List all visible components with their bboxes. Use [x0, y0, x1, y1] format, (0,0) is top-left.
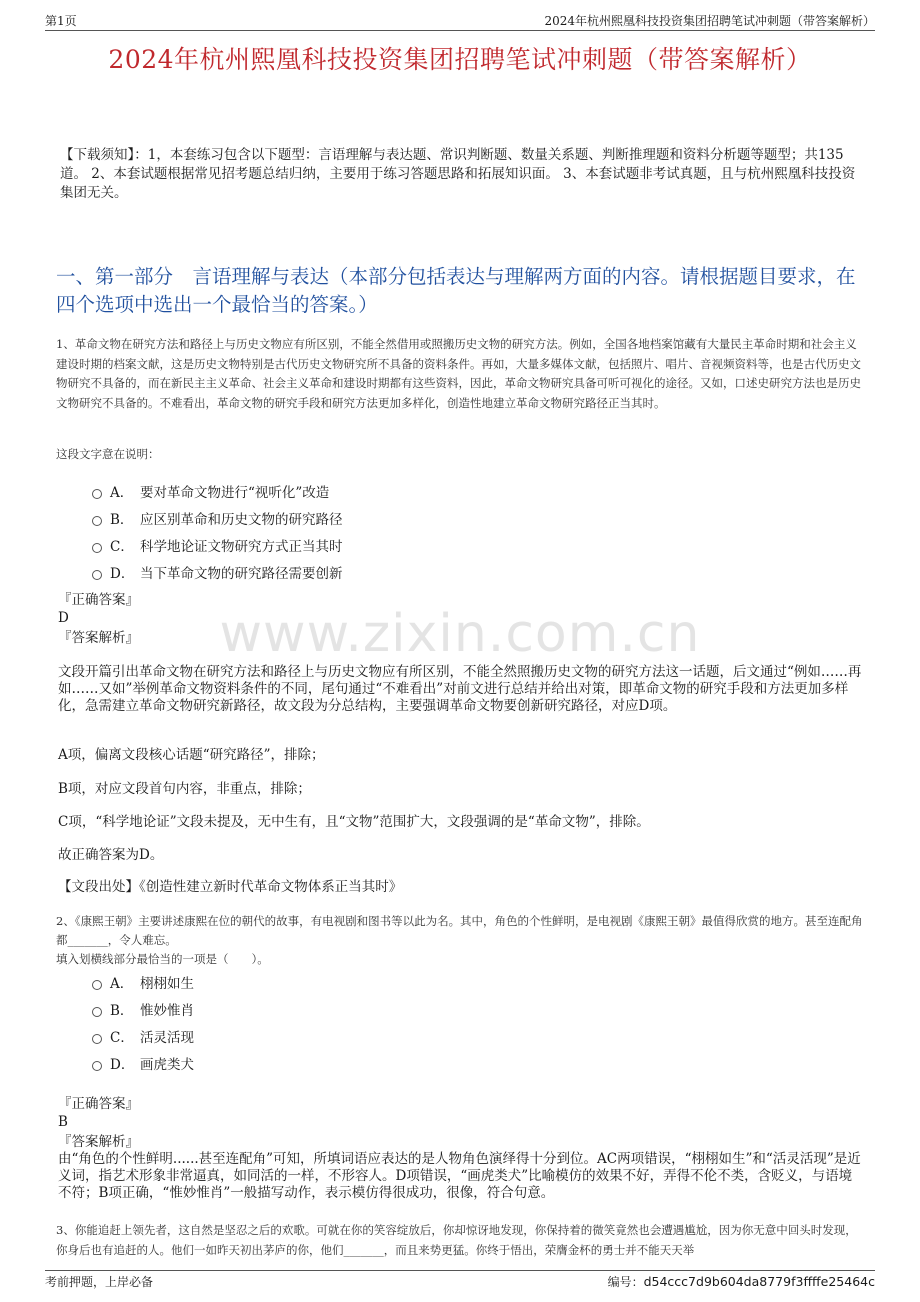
footer-code: 编号：d54ccc7d9b604da8779f3ffffe25464c	[607, 1274, 875, 1289]
answer-label: 『正确答案』	[58, 592, 139, 608]
question-1-options	[92, 477, 592, 585]
radio-icon[interactable]	[92, 980, 102, 990]
option-d[interactable]: D． 画虎类犬	[92, 1049, 592, 1076]
option-a[interactable]: A． 要对革命文物进行“视听化”改造	[92, 477, 592, 504]
question-1-stem: 这段文字意在说明：	[56, 447, 160, 461]
document-code: d54ccc7d9b604da8779f3ffffe25464c	[643, 1274, 875, 1289]
page-header	[45, 12, 875, 31]
option-c[interactable]: C． 科学地论证文物研究方式正当其时	[92, 531, 592, 558]
analysis-label: 『答案解析』	[58, 630, 139, 646]
question-2-text: 2、《康熙王朝》主要讲述康熙在位的朝代的故事，有电视剧和图书等以此为名。其中，角色的个性鲜明，是电视剧《康熙王朝》最值得欣赏的地方。甚至连配角都_______，令人难忘。	[56, 914, 863, 947]
radio-icon[interactable]	[92, 516, 102, 526]
radio-icon[interactable]	[92, 543, 102, 553]
question-2-stem: 填入划横线部分最恰当的一项是（ ）。	[56, 952, 269, 966]
question-2-options	[92, 968, 592, 1076]
page-number: 第1页	[45, 14, 77, 28]
option-b[interactable]: B． 惟妙惟肖	[92, 995, 592, 1022]
option-b[interactable]: B． 应区别革命和历史文物的研究路径	[92, 504, 592, 531]
passage-source: 【文段出处】《创造性建立新时代革命文物体系正当其时》	[58, 879, 403, 895]
header-doc-title: 2024年杭州熙凰科技投资集团招聘笔试冲刺题（带答案解析）	[544, 14, 875, 28]
answer-value: B	[58, 1114, 68, 1130]
analysis-label: 『答案解析』	[58, 1134, 139, 1150]
option-d[interactable]: D． 当下革命文物的研究路径需要创新	[92, 558, 592, 585]
radio-icon[interactable]	[92, 1007, 102, 1017]
radio-icon[interactable]	[92, 570, 102, 580]
page-footer	[45, 1270, 875, 1291]
watermark: www.zixin.com.cn	[219, 604, 701, 664]
section-heading: 一、第一部分 言语理解与表达（本部分包括表达与理解两方面的内容。请根据题目要求，在四个选项中选出一个最恰当的答案。）	[56, 265, 856, 316]
analysis-c-item: C项，“科学地论证”文段未提及，无中生有，且“文物”范围扩大，文段强调的是“革命文物”，排除。	[58, 814, 650, 830]
document-title: 2024年杭州熙凰科技投资集团招聘笔试冲刺题（带答案解析）	[108, 45, 812, 74]
radio-icon[interactable]	[92, 1061, 102, 1071]
analysis-a-item: A项，偏离文段核心话题“研究路径”，排除；	[58, 747, 325, 763]
analysis-conclusion: 故正确答案为D。	[58, 847, 164, 863]
radio-icon[interactable]	[92, 1034, 102, 1044]
footer-slogan: 考前押题，上岸必备	[45, 1275, 154, 1289]
analysis-b-item: B项，对应文段首句内容，非重点，排除；	[58, 781, 311, 797]
download-notice: 【下载须知】：1，本套练习包含以下题型：言语理解与表达题、常识判断题、数量关系题、判断推理题和资料分析题等题型；共135道。 2、本套试题根据常见招考题总结归纳，主要用于练习答题思路和拓展知识面。 3、本套试题非考试真题，且与杭州熙凰科技投资集团无关。	[60, 147, 856, 201]
question-1-analysis: 文段开篇引出革命文物在研究方法和路径上与历史文物应有所区别，不能全然照搬历史文物的研究方法这一话题，后文通过“例如……再如……又如”举例革命文物资料条件的不同，尾句通过“不难看出”对前文进行总结并给出对策，即革命文物的研究手段和方法更加多样化，急需建立革命文物研究新路径，故文段为分总结构，主要强调革命文物要创新研究路径，对应D项。	[58, 664, 862, 714]
option-c[interactable]: C． 活灵活现	[92, 1022, 592, 1049]
radio-icon[interactable]	[92, 489, 102, 499]
option-a[interactable]: A． 栩栩如生	[92, 968, 592, 995]
answer-label: 『正确答案』	[58, 1096, 139, 1112]
question-3-text: 3、你能追赶上领先者，这自然是坚忍之后的欢歌。可就在你的笑容绽放后，你却惊讶地发现，你保持着的微笑竟然也会遭遇尴尬，因为你无意中回头时发现，你身后也有追赶的人。他们一如昨天初出茅庐的你，他们_______，而且来势更猛。你终于悟出，荣膺金杯的勇士并不能天天举	[56, 1223, 857, 1257]
question-1-text: 1、革命文物在研究方法和路径上与历史文物应有所区别，不能全然借用或照搬历史文物的研究方法。例如，全国各地档案馆藏有大量民主革命时期和社会主义建设时期的档案文献，这是历史文物特别是古代历史文物研究所不具备的资料条件。再如，大量多媒体文献，包括照片、唱片、音视频资料等，也是古代历史文物研究不具备的，而在新民主主义革命、社会主义革命和建设时期都有这些资料，因此，革命文物研究具备可听可视化的途径。又如，口述史研究方法也是历史文物研究不具备的。不难看出，革命文物的研究手段和研究方法更加多样化，创造性地建立革命文物研究路径正当其时。	[56, 337, 861, 410]
question-2-analysis: 由“角色的个性鲜明......甚至连配角”可知，所填词语应表达的是人物角色演绎得十分到位。AC两项错误，“栩栩如生”和“活灵活现”是近义词，指艺术形象非常逼真，如同活的一样，不形容人。D项错误，“画虎类犬”比喻模仿的效果不好，弄得不伦不类，含贬义，与语境不符；B项正确，“惟妙惟肖”一般描写动作，表示模仿得很成功，很像，符合句意。	[58, 1151, 861, 1201]
answer-value: D	[58, 610, 69, 626]
